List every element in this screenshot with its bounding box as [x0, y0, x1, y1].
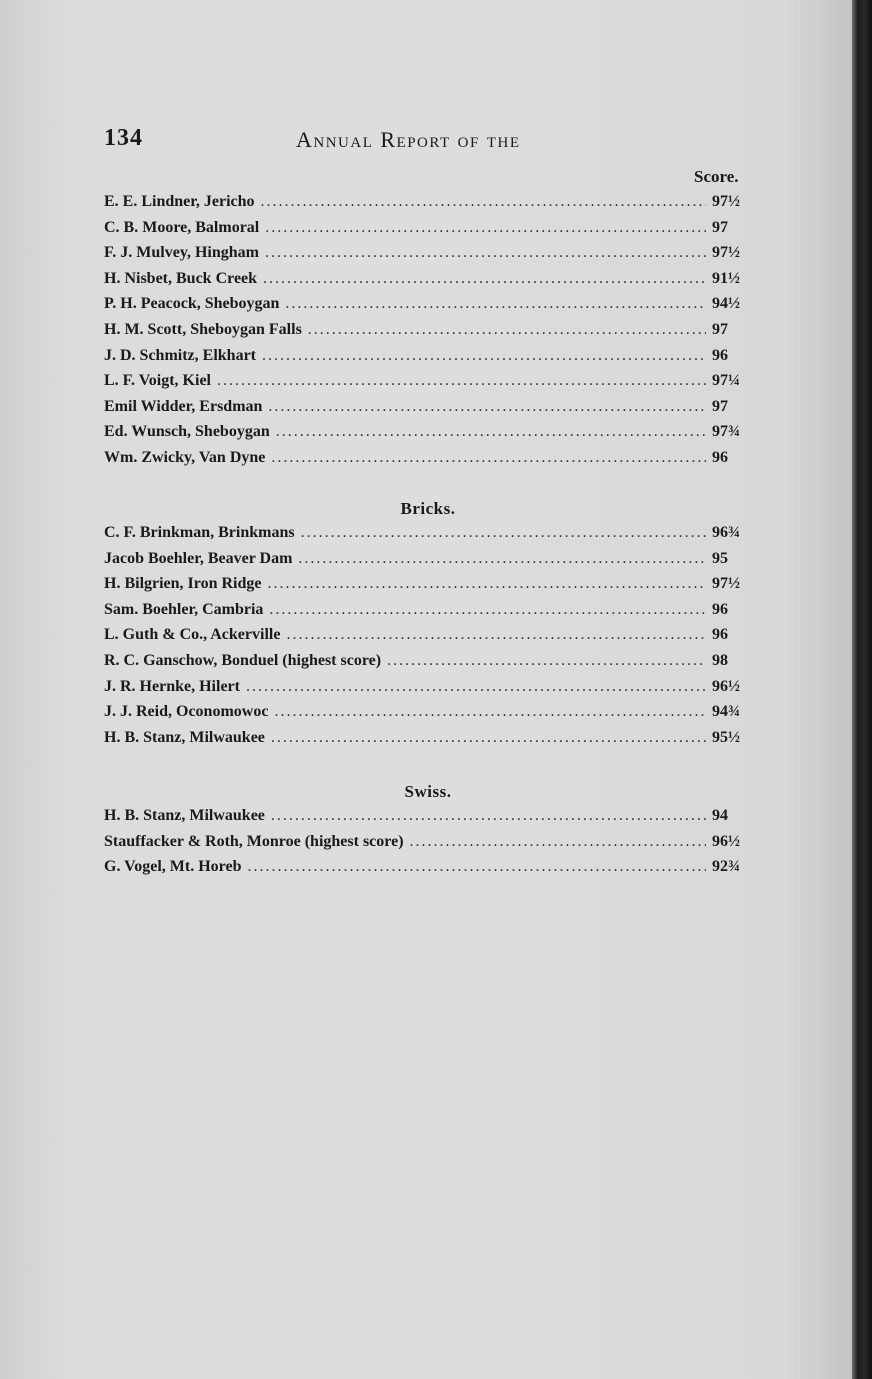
table-row — [104, 678, 752, 704]
entrant-name: J. D. Schmitz, Elkhart — [104, 346, 256, 364]
score-value: 97¾ — [712, 423, 740, 441]
leader-dots — [265, 244, 706, 262]
section-title: Bricks. — [400, 499, 456, 518]
table-row — [104, 703, 752, 729]
leader-dots — [387, 652, 706, 670]
table-row — [104, 601, 752, 627]
score-value: 97¼ — [712, 372, 740, 390]
entrant-name: F. J. Mulvey, Hingham — [104, 244, 259, 262]
table-row — [104, 423, 752, 449]
entrant-name: C. B. Moore, Balmoral — [104, 218, 260, 236]
table-row — [104, 524, 752, 550]
entrant-name: Wm. Zwicky, Van Dyne — [104, 448, 266, 466]
score-value: 96 — [712, 346, 728, 364]
entrant-name: H. B. Stanz, Milwaukee — [104, 807, 265, 824]
table-row — [104, 575, 752, 601]
table-row — [104, 807, 752, 833]
page-number: 134 — [104, 125, 143, 151]
score-value: 97½ — [712, 575, 740, 593]
entrant-name: C. F. Brinkman, Brinkmans — [104, 524, 295, 541]
score-value: 95½ — [712, 728, 740, 746]
entrant-name: L. F. Voigt, Kiel — [104, 372, 211, 390]
leader-dots — [271, 807, 706, 825]
table-row — [104, 449, 752, 475]
entrant-name: Sam. Boehler, Cambria — [104, 600, 264, 618]
leader-dots — [246, 678, 706, 696]
score-list-section — [104, 193, 752, 475]
score-value: 97 — [712, 320, 728, 338]
score-value: 94½ — [712, 295, 740, 313]
table-row — [104, 550, 752, 576]
table-row — [104, 652, 752, 678]
entrant-name: H. B. Stanz, Milwaukee — [104, 728, 265, 746]
table-row — [104, 833, 752, 859]
score-value: 94¾ — [712, 703, 740, 721]
table-row — [104, 295, 752, 321]
score-value: 96 — [712, 600, 728, 618]
leader-dots — [285, 295, 706, 313]
score-value: 92¾ — [712, 858, 740, 876]
entrant-name: H. Bilgrien, Iron Ridge — [104, 575, 262, 593]
table-row — [104, 626, 752, 652]
score-value: 97½ — [712, 193, 740, 210]
leader-dots — [262, 347, 706, 365]
entrant-name: Emil Widder, Ersdman — [104, 397, 263, 415]
page-header — [0, 125, 852, 159]
score-value: 96¾ — [712, 524, 740, 541]
swiss-section — [104, 779, 752, 884]
leader-dots — [274, 703, 706, 721]
leader-dots — [271, 729, 706, 747]
table-row — [104, 729, 752, 755]
leader-dots — [286, 626, 706, 644]
entrant-name: E. E. Lindner, Jericho — [104, 193, 255, 210]
score-value: 97 — [712, 218, 728, 236]
score-value: 98 — [712, 651, 728, 669]
entrant-name: Jacob Boehler, Beaver Dam — [104, 549, 293, 567]
score-value: 96 — [712, 626, 728, 644]
leader-dots — [271, 449, 706, 467]
table-row — [104, 372, 752, 398]
leader-dots — [298, 550, 706, 568]
entrant-name: G. Vogel, Mt. Horeb — [104, 858, 242, 876]
entrant-name: P. H. Peacock, Sheboygan — [104, 295, 280, 313]
entrant-name: Stauffacker & Roth, Monroe (highest score) — [104, 832, 404, 850]
entrant-name: Ed. Wunsch, Sheboygan — [104, 423, 270, 441]
score-column-heading: Score. — [694, 167, 739, 186]
table-row — [104, 193, 752, 219]
leader-dots — [261, 193, 706, 211]
leader-dots — [265, 219, 706, 237]
leader-dots — [268, 575, 707, 593]
bricks-section — [104, 496, 752, 754]
leader-dots — [269, 601, 706, 619]
leader-dots — [217, 372, 706, 390]
leader-dots — [410, 833, 706, 851]
entrant-name: J. R. Hernke, Hilert — [104, 677, 240, 695]
entrant-name: J. J. Reid, Oconomowoc — [104, 703, 269, 721]
leader-dots — [247, 858, 706, 876]
leader-dots — [268, 398, 706, 416]
table-row — [104, 321, 752, 347]
score-value: 96½ — [712, 832, 740, 850]
score-value: 96 — [712, 448, 728, 466]
leader-dots — [301, 524, 706, 542]
table-row — [104, 858, 752, 884]
score-value: 94 — [712, 807, 728, 824]
score-value: 97½ — [712, 244, 740, 262]
entrant-name: H. Nisbet, Buck Creek — [104, 269, 258, 287]
score-value: 95 — [712, 549, 728, 567]
table-row — [104, 347, 752, 373]
leader-dots — [263, 270, 706, 288]
leader-dots — [276, 423, 706, 441]
entrant-name: L. Guth & Co., Ackerville — [104, 626, 281, 644]
running-head: Annual Report of the — [296, 127, 521, 152]
leader-dots — [308, 321, 706, 339]
table-row — [104, 270, 752, 296]
table-row — [104, 398, 752, 424]
entrant-name: H. M. Scott, Sheboygan Falls — [104, 320, 302, 338]
book-edge — [852, 0, 872, 1379]
score-value: 97 — [712, 397, 728, 415]
section-title: Swiss. — [404, 782, 452, 801]
table-row — [104, 219, 752, 245]
table-row — [104, 244, 752, 270]
score-value: 91½ — [712, 269, 740, 287]
entrant-name: R. C. Ganschow, Bonduel (highest score) — [104, 651, 382, 669]
score-value: 96½ — [712, 677, 740, 695]
